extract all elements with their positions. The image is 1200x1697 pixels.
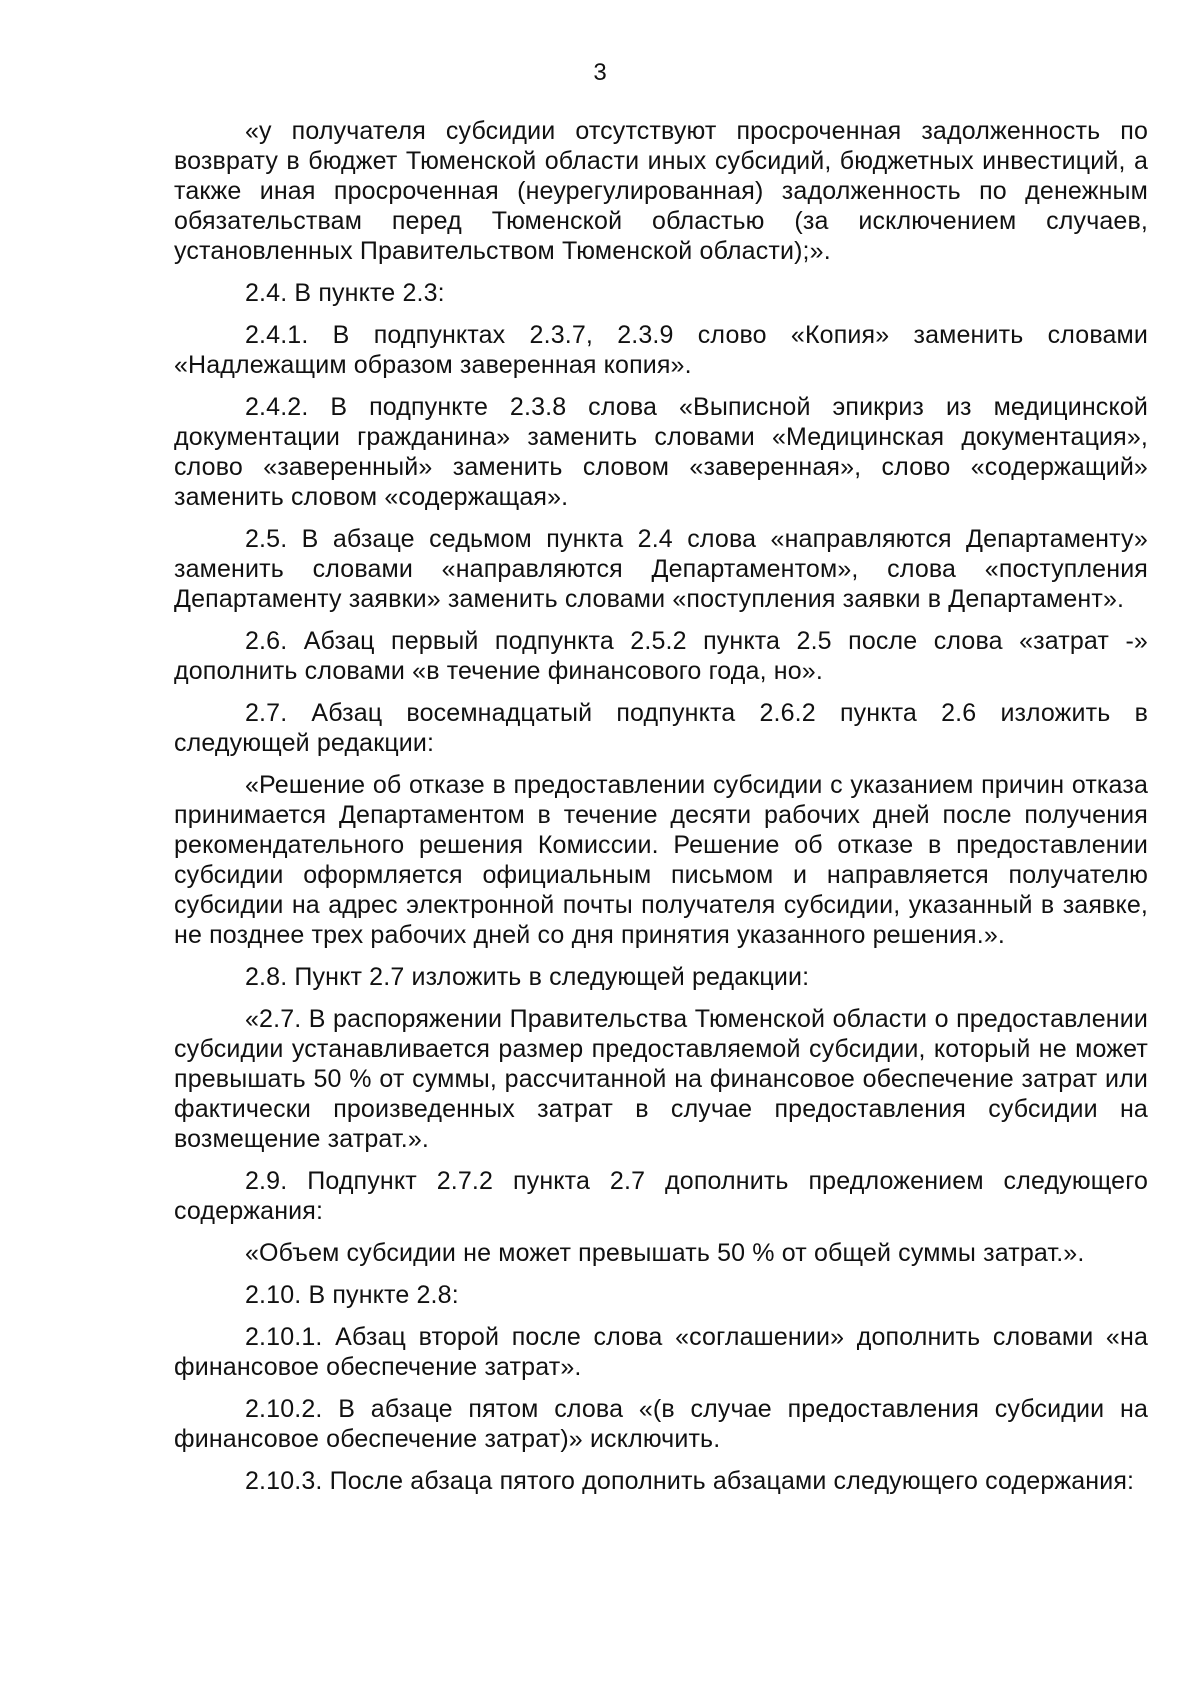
paragraph-2-8: 2.8. Пункт 2.7 изложить в следующей редакции: xyxy=(245,963,810,991)
paragraph-quote-2-7: «2.7. В распоряжении Правительства Тюменской области о предоставлении субсидии устанавливается размер предоставляемой субсидии, который не может превышать 50 % от суммы, рассчитанной на финансовое обеспечение затрат или фактически произведенных затрат в случае предоставления субсидии на возмещение затрат.». xyxy=(174,1005,1148,1153)
paragraph-2-6: 2.6. Абзац первый подпункта 2.5.2 пункта 2.5 после слова «затрат -» дополнить словами «в течение финансового года, но». xyxy=(174,627,1148,685)
paragraph-2-9: 2.9. Подпункт 2.7.2 пункта 2.7 дополнить предложением следующего содержания: xyxy=(174,1167,1148,1225)
paragraph-2-7: 2.7. Абзац восемнадцатый подпункта 2.6.2 пункта 2.6 изложить в следующей редакции: xyxy=(174,699,1148,757)
paragraph-2-5: 2.5. В абзаце седьмом пункта 2.4 слова «направляются Департаменту» заменить словами «направляются Департаментом», слова «поступления Департаменту заявки» заменить словами «поступления заявки в Департамент». xyxy=(174,525,1148,613)
paragraph-quote-no-debt: «у получателя субсидии отсутствуют просроченная задолженность по возврату в бюджет Тюменской области иных субсидий, бюджетных инвестиций, а также иная просроченная (неурегулированная) задолженность по денежным обязательствам перед Тюменской областью (за исключением случаев, установленных Правительством Тюменской области);». xyxy=(174,117,1148,265)
paragraph-2-4: 2.4. В пункте 2.3: xyxy=(245,279,445,307)
paragraph-2-10-1: 2.10.1. Абзац второй после слова «соглашении» дополнить словами «на финансовое обеспечение затрат». xyxy=(174,1323,1148,1381)
paragraph-2-10-3: 2.10.3. После абзаца пятого дополнить абзацами следующего содержания: xyxy=(245,1467,1135,1495)
paragraph-2-4-1: 2.4.1. В подпунктах 2.3.7, 2.3.9 слово «Копия» заменить словами «Надлежащим образом заверенная копия». xyxy=(174,321,1148,379)
paragraph-2-10-2: 2.10.2. В абзаце пятом слова «(в случае предоставления субсидии на финансовое обеспечение затрат)» исключить. xyxy=(174,1395,1148,1453)
paragraph-quote-subsidy-volume: «Объем субсидии не может превышать 50 % от общей суммы затрат.». xyxy=(245,1239,1085,1267)
document-body xyxy=(174,116,1148,1508)
page-number: 3 xyxy=(593,59,607,86)
paragraph-2-10: 2.10. В пункте 2.8: xyxy=(245,1281,459,1309)
paragraph-quote-refusal-decision: «Решение об отказе в предоставлении субсидии с указанием причин отказа принимается Департаментом в течение десяти рабочих дней после получения рекомендательного решения Комиссии. Решение об отказе в предоставлении субсидии оформляется официальным письмом и направляется получателю субсидии на адрес электронной почты получателя субсидии, указанный в заявке, не позднее трех рабочих дней со дня принятия указанного решения.». xyxy=(174,771,1148,949)
paragraph-2-4-2: 2.4.2. В подпункте 2.3.8 слова «Выписной эпикриз из медицинской документации гражданина» заменить словами «Медицинская документация», слово «заверенный» заменить словом «заверенная», слово «содержащий» заменить словом «содержащая». xyxy=(174,393,1148,511)
